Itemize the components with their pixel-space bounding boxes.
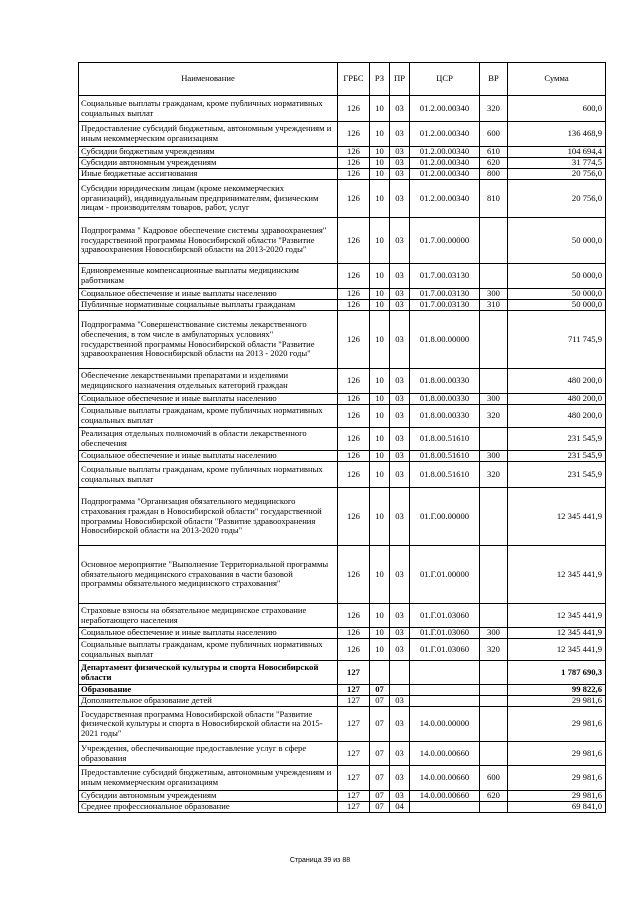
cell-pr: 03 <box>390 264 410 289</box>
cell-sum: 104 694,4 <box>508 147 606 158</box>
cell-pr: 03 <box>390 428 410 451</box>
cell-rz: 10 <box>370 639 390 661</box>
cell-vr <box>480 218 508 264</box>
cell-pr: 03 <box>390 639 410 661</box>
cell-vr: 320 <box>480 462 508 488</box>
cell-pr: 03 <box>390 628 410 639</box>
cell-sum: 50 000,0 <box>508 300 606 311</box>
cell-vr <box>480 661 508 685</box>
cell-csr: 14.0.00.00000 <box>410 707 480 742</box>
cell-name: Социальное обеспечение и иные выплаты населению <box>79 289 338 300</box>
cell-name: Подпрограмма "Организация обязательного медицинского страхования граждан в Новосибирской области" государственной программы Новосибирской области "Развитие здравоохранения Новосибирской области на 2013-2020 годы" <box>79 488 338 546</box>
header-name: Наименование <box>79 63 338 96</box>
cell-grbs: 127 <box>338 802 370 813</box>
cell-pr <box>390 661 410 685</box>
cell-name: Подпрограмма "Совершенствование системы лекарственного обеспечения, в том числе в амбулаторных условиях" государственной программы Новосибирской области "Развитие здравоохранения Новосибирской области на 2013 - 2020 годы" <box>79 311 338 369</box>
cell-rz: 10 <box>370 158 390 169</box>
cell-pr: 03 <box>390 546 410 604</box>
cell-rz: 10 <box>370 546 390 604</box>
cell-grbs: 126 <box>338 604 370 628</box>
cell-vr <box>480 488 508 546</box>
cell-grbs: 126 <box>338 394 370 405</box>
cell-csr <box>410 661 480 685</box>
table-row <box>79 405 606 428</box>
cell-sum: 29 981,6 <box>508 742 606 766</box>
table-row <box>79 802 606 813</box>
cell-name: Государственная программа Новосибирской области "Развитие физической культуры и спорта в Новосибирской области на 2015-2021 годы" <box>79 707 338 742</box>
cell-sum: 99 822,6 <box>508 685 606 696</box>
cell-csr: 01.8.00.51610 <box>410 428 480 451</box>
cell-vr <box>480 696 508 707</box>
cell-vr <box>480 428 508 451</box>
cell-csr: 01.Г.01.00000 <box>410 546 480 604</box>
cell-pr: 03 <box>390 766 410 791</box>
cell-csr: 01.Г.01.03060 <box>410 628 480 639</box>
cell-name: Предоставление субсидий бюджетным, автономным учреждениям и иным некоммерческим организациям <box>79 766 338 791</box>
cell-name: Среднее профессиональное образование <box>79 802 338 813</box>
table-row <box>79 791 606 802</box>
cell-grbs: 126 <box>338 180 370 218</box>
cell-rz: 07 <box>370 696 390 707</box>
cell-pr: 03 <box>390 742 410 766</box>
cell-rz: 10 <box>370 96 390 122</box>
cell-csr: 01.8.00.00330 <box>410 394 480 405</box>
cell-vr: 320 <box>480 639 508 661</box>
cell-rz: 10 <box>370 264 390 289</box>
cell-rz: 10 <box>370 462 390 488</box>
cell-sum: 20 756,0 <box>508 169 606 180</box>
table-row <box>79 169 606 180</box>
cell-pr: 03 <box>390 405 410 428</box>
cell-grbs: 126 <box>338 628 370 639</box>
cell-vr: 610 <box>480 147 508 158</box>
cell-sum: 29 981,6 <box>508 791 606 802</box>
cell-rz: 07 <box>370 742 390 766</box>
table-row <box>79 394 606 405</box>
cell-pr: 03 <box>390 122 410 147</box>
cell-csr: 01.7.00.03130 <box>410 264 480 289</box>
cell-grbs: 126 <box>338 122 370 147</box>
cell-name: Социальное обеспечение и иные выплаты населению <box>79 451 338 462</box>
table-row <box>79 369 606 394</box>
header-sum: Сумма <box>508 63 606 96</box>
cell-name: Субсидии бюджетным учреждениям <box>79 147 338 158</box>
cell-vr: 300 <box>480 394 508 405</box>
cell-name: Подпрограмма " Кадровое обеспечение системы здравоохранения" государственной программы Новосибирской области "Развитие здравоохранения Новосибирской области на 2013-2020 годы" <box>79 218 338 264</box>
cell-name: Субсидии юридическим лицам (кроме некоммерческих организаций), индивидуальным предпринимателям, физическим лицам - производителям товаров, работ, услуг <box>79 180 338 218</box>
cell-pr: 03 <box>390 488 410 546</box>
cell-sum: 1 787 690,3 <box>508 661 606 685</box>
cell-name: Реализация отдельных полномочий в области лекарственного обеспечения <box>79 428 338 451</box>
table-row <box>79 147 606 158</box>
cell-sum: 711 745,9 <box>508 311 606 369</box>
table-row <box>79 766 606 791</box>
cell-csr: 14.0.00.00660 <box>410 791 480 802</box>
cell-grbs: 126 <box>338 462 370 488</box>
cell-pr: 04 <box>390 802 410 813</box>
cell-rz: 10 <box>370 122 390 147</box>
cell-name: Иные бюджетные ассигнования <box>79 169 338 180</box>
table-row <box>79 661 606 685</box>
cell-rz: 07 <box>370 707 390 742</box>
cell-grbs: 127 <box>338 766 370 791</box>
cell-sum: 480 200,0 <box>508 394 606 405</box>
cell-vr: 320 <box>480 405 508 428</box>
cell-pr: 03 <box>390 169 410 180</box>
cell-csr: 01.Г.00.00000 <box>410 488 480 546</box>
cell-grbs: 126 <box>338 369 370 394</box>
cell-vr <box>480 742 508 766</box>
cell-vr <box>480 369 508 394</box>
cell-csr: 01.7.00.00000 <box>410 218 480 264</box>
table-row <box>79 300 606 311</box>
cell-pr: 03 <box>390 289 410 300</box>
cell-csr: 01.2.00.00340 <box>410 169 480 180</box>
cell-sum: 20 756,0 <box>508 180 606 218</box>
cell-csr: 01.7.00.03130 <box>410 289 480 300</box>
cell-sum: 12 345 441,9 <box>508 604 606 628</box>
table-row <box>79 628 606 639</box>
cell-csr: 01.8.00.00000 <box>410 311 480 369</box>
cell-grbs: 126 <box>338 428 370 451</box>
cell-rz: 07 <box>370 802 390 813</box>
cell-csr: 01.Г.01.03060 <box>410 639 480 661</box>
cell-rz: 10 <box>370 628 390 639</box>
table-row <box>79 122 606 147</box>
cell-grbs: 126 <box>338 264 370 289</box>
cell-grbs: 127 <box>338 685 370 696</box>
cell-vr <box>480 311 508 369</box>
cell-pr: 03 <box>390 394 410 405</box>
cell-rz: 10 <box>370 428 390 451</box>
cell-name: Субсидии автономным учреждениям <box>79 791 338 802</box>
cell-csr: 01.8.00.51610 <box>410 451 480 462</box>
table-row <box>79 639 606 661</box>
cell-name: Социальные выплаты гражданам, кроме публичных нормативных социальных выплат <box>79 96 338 122</box>
page-number: Страница 39 из 88 <box>289 857 351 864</box>
table-header-row <box>79 63 606 96</box>
cell-rz: 10 <box>370 169 390 180</box>
cell-rz: 10 <box>370 147 390 158</box>
cell-sum: 31 774,5 <box>508 158 606 169</box>
cell-pr: 03 <box>390 311 410 369</box>
cell-pr: 03 <box>390 180 410 218</box>
table-row <box>79 180 606 218</box>
cell-grbs: 126 <box>338 639 370 661</box>
table-row <box>79 488 606 546</box>
cell-grbs: 127 <box>338 661 370 685</box>
table-row <box>79 218 606 264</box>
cell-rz: 10 <box>370 180 390 218</box>
cell-vr: 320 <box>480 96 508 122</box>
cell-vr <box>480 707 508 742</box>
table-row <box>79 707 606 742</box>
cell-pr: 03 <box>390 369 410 394</box>
cell-pr: 03 <box>390 791 410 802</box>
cell-name: Субсидии автономным учреждениям <box>79 158 338 169</box>
table-row <box>79 696 606 707</box>
cell-grbs: 126 <box>338 300 370 311</box>
cell-pr <box>390 685 410 696</box>
cell-sum: 231 545,9 <box>508 462 606 488</box>
cell-vr: 800 <box>480 169 508 180</box>
cell-grbs: 126 <box>338 158 370 169</box>
cell-name: Единовременные компенсационные выплаты медицинским работникам <box>79 264 338 289</box>
cell-pr: 03 <box>390 218 410 264</box>
cell-pr: 03 <box>390 158 410 169</box>
cell-grbs: 126 <box>338 96 370 122</box>
cell-sum: 136 468,9 <box>508 122 606 147</box>
table-row <box>79 604 606 628</box>
cell-grbs: 127 <box>338 696 370 707</box>
cell-csr: 01.2.00.00340 <box>410 147 480 158</box>
cell-sum: 231 545,9 <box>508 451 606 462</box>
cell-csr <box>410 802 480 813</box>
cell-grbs: 126 <box>338 169 370 180</box>
cell-vr: 310 <box>480 300 508 311</box>
cell-csr: 01.8.00.00330 <box>410 405 480 428</box>
cell-csr: 01.2.00.00340 <box>410 122 480 147</box>
cell-rz: 07 <box>370 685 390 696</box>
cell-csr <box>410 685 480 696</box>
cell-grbs: 126 <box>338 147 370 158</box>
cell-rz: 10 <box>370 300 390 311</box>
cell-vr: 300 <box>480 289 508 300</box>
cell-rz: 10 <box>370 604 390 628</box>
table-row <box>79 96 606 122</box>
cell-grbs: 126 <box>338 405 370 428</box>
cell-grbs: 127 <box>338 791 370 802</box>
cell-pr: 03 <box>390 451 410 462</box>
cell-rz: 10 <box>370 405 390 428</box>
cell-rz <box>370 661 390 685</box>
cell-pr: 03 <box>390 462 410 488</box>
cell-name: Социальное обеспечение и иные выплаты населению <box>79 394 338 405</box>
cell-vr <box>480 604 508 628</box>
cell-rz: 10 <box>370 394 390 405</box>
cell-pr: 03 <box>390 707 410 742</box>
cell-pr: 03 <box>390 147 410 158</box>
cell-name: Социальное обеспечение и иные выплаты населению <box>79 628 338 639</box>
cell-vr: 620 <box>480 791 508 802</box>
cell-sum: 29 981,6 <box>508 707 606 742</box>
cell-grbs: 126 <box>338 488 370 546</box>
cell-csr: 01.2.00.00340 <box>410 96 480 122</box>
cell-csr: 14.0.00.00660 <box>410 766 480 791</box>
cell-rz: 10 <box>370 488 390 546</box>
cell-name: Страховые взносы на обязательное медицинское страхование неработающего населения <box>79 604 338 628</box>
cell-rz: 10 <box>370 451 390 462</box>
cell-pr: 03 <box>390 604 410 628</box>
cell-rz: 10 <box>370 289 390 300</box>
cell-sum: 69 841,0 <box>508 802 606 813</box>
cell-csr: 01.2.00.00340 <box>410 158 480 169</box>
cell-sum: 600,0 <box>508 96 606 122</box>
cell-sum: 12 345 441,9 <box>508 546 606 604</box>
cell-rz: 07 <box>370 791 390 802</box>
cell-name: Публичные нормативные социальные выплаты гражданам <box>79 300 338 311</box>
cell-csr: 01.8.00.00330 <box>410 369 480 394</box>
cell-vr <box>480 685 508 696</box>
header-pr: ПР <box>390 63 410 96</box>
cell-name: Социальные выплаты гражданам, кроме публичных нормативных социальных выплат <box>79 462 338 488</box>
cell-csr: 01.Г.01.03060 <box>410 604 480 628</box>
cell-grbs: 126 <box>338 289 370 300</box>
table-row <box>79 289 606 300</box>
cell-grbs: 127 <box>338 742 370 766</box>
cell-name: Социальные выплаты гражданам, кроме публичных нормативных социальных выплат <box>79 639 338 661</box>
cell-sum: 12 345 441,9 <box>508 488 606 546</box>
cell-csr: 14.0.00.00660 <box>410 742 480 766</box>
header-rz: РЗ <box>370 63 390 96</box>
cell-rz: 10 <box>370 369 390 394</box>
table-row <box>79 685 606 696</box>
cell-name: Обеспечение лекарственными препаратами и изделиями медицинского назначения отдельных категорий граждан <box>79 369 338 394</box>
table-row <box>79 546 606 604</box>
cell-vr: 620 <box>480 158 508 169</box>
cell-pr: 03 <box>390 696 410 707</box>
cell-vr: 810 <box>480 180 508 218</box>
cell-vr <box>480 546 508 604</box>
cell-name: Департамент физической культуры и спорта Новосибирской области <box>79 661 338 685</box>
cell-grbs: 126 <box>338 451 370 462</box>
cell-sum: 29 981,6 <box>508 696 606 707</box>
cell-rz: 07 <box>370 766 390 791</box>
cell-vr: 600 <box>480 766 508 791</box>
cell-vr: 300 <box>480 628 508 639</box>
cell-pr: 03 <box>390 96 410 122</box>
cell-sum: 50 000,0 <box>508 289 606 300</box>
cell-name: Образование <box>79 685 338 696</box>
cell-csr: 01.7.00.03130 <box>410 300 480 311</box>
cell-sum: 12 345 441,9 <box>508 628 606 639</box>
table-row <box>79 158 606 169</box>
table-row <box>79 264 606 289</box>
table-row <box>79 451 606 462</box>
cell-csr: 01.8.00.51610 <box>410 462 480 488</box>
cell-sum: 29 981,6 <box>508 766 606 791</box>
cell-vr: 600 <box>480 122 508 147</box>
cell-sum: 231 545,9 <box>508 428 606 451</box>
cell-vr <box>480 802 508 813</box>
cell-sum: 50 000,0 <box>508 264 606 289</box>
table-row <box>79 742 606 766</box>
cell-grbs: 126 <box>338 218 370 264</box>
cell-sum: 480 200,0 <box>508 405 606 428</box>
cell-rz: 10 <box>370 311 390 369</box>
cell-grbs: 126 <box>338 311 370 369</box>
cell-sum: 12 345 441,9 <box>508 639 606 661</box>
cell-vr <box>480 264 508 289</box>
cell-vr: 300 <box>480 451 508 462</box>
table-row <box>79 428 606 451</box>
cell-name: Предоставление субсидий бюджетным, автономным учреждениям и иным некоммерческим организациям <box>79 122 338 147</box>
cell-name: Дополнительное образование детей <box>79 696 338 707</box>
header-vr: ВР <box>480 63 508 96</box>
cell-sum: 480 200,0 <box>508 369 606 394</box>
table-body <box>79 96 606 813</box>
cell-name: Основное мероприятие "Выполнение Территориальной программы обязательного медицинского страхования в части базовой программы обязательного медицинского страхования" <box>79 546 338 604</box>
budget-table <box>78 62 606 813</box>
cell-name: Учреждения, обеспечивающие предоставление услуг в сфере образования <box>79 742 338 766</box>
header-grbs: ГРБС <box>338 63 370 96</box>
cell-csr <box>410 696 480 707</box>
cell-grbs: 126 <box>338 546 370 604</box>
cell-name: Социальные выплаты гражданам, кроме публичных нормативных социальных выплат <box>79 405 338 428</box>
cell-sum: 50 000,0 <box>508 218 606 264</box>
cell-csr: 01.2.00.00340 <box>410 180 480 218</box>
cell-grbs: 127 <box>338 707 370 742</box>
cell-rz: 10 <box>370 218 390 264</box>
cell-pr: 03 <box>390 300 410 311</box>
table-row <box>79 462 606 488</box>
header-csr: ЦСР <box>410 63 480 96</box>
table-row <box>79 311 606 369</box>
